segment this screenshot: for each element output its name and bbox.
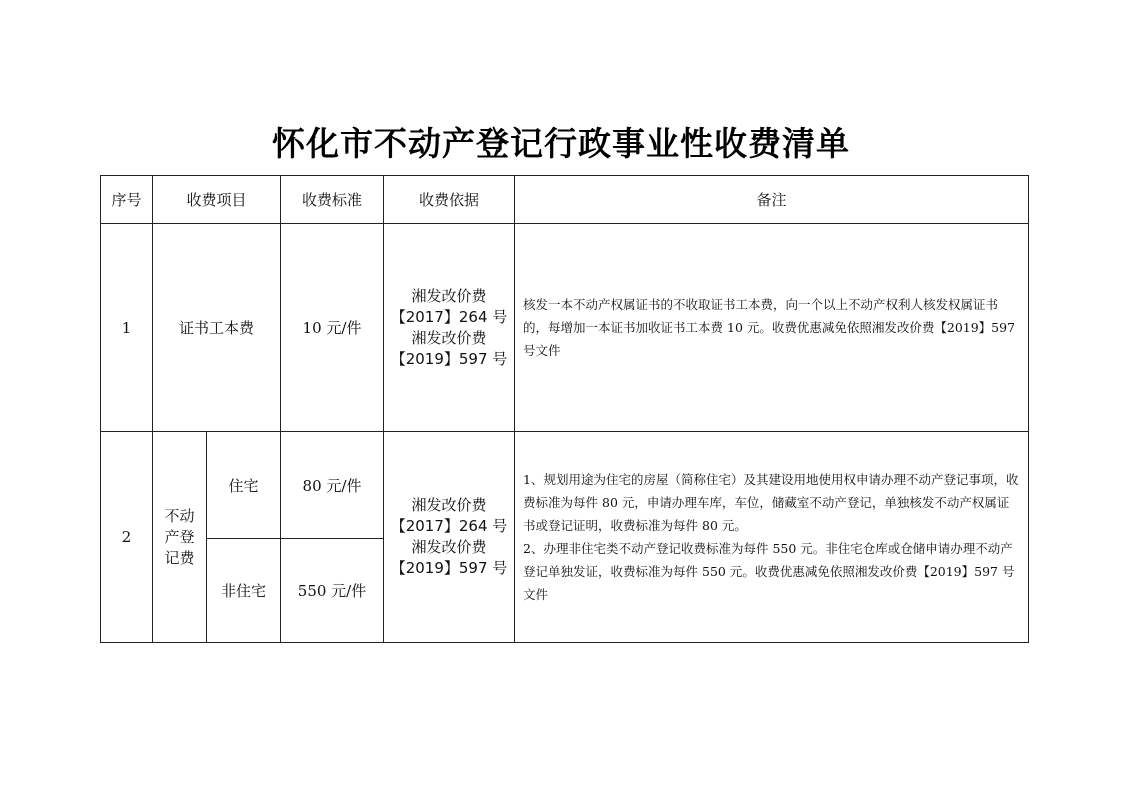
sub-item-non-residential: 非住宅	[207, 539, 281, 643]
basis-line: 【2017】264 号	[390, 307, 508, 326]
header-item: 收费项目	[153, 176, 281, 224]
header-remark: 备注	[515, 176, 1029, 224]
row-no: 1	[101, 224, 153, 432]
row-item	[153, 432, 207, 643]
row-remark	[515, 432, 1029, 643]
row-basis	[384, 224, 515, 432]
remark-paragraph: 2、办理非住宅类不动产登记收费标准为每件 550 元。非住宅仓库或仓储申请办理不动产登记单独发证，收费标准为每件 550 元。收费优惠减免依照湘发改价费【2019】597 号文件	[523, 541, 1015, 602]
remark-paragraph: 1、规划用途为住宅的房屋（简称住宅）及其建设用地使用权申请办理不动产登记事项，收费标准为每件 80 元，申请办理车库，车位，储藏室不动产登记，单独核发不动产权属证书或登记证明，收费标准为每件 80 元。	[523, 472, 1019, 533]
sub-standard-residential: 80 元/件	[281, 432, 384, 539]
basis-line: 【2019】597 号	[390, 559, 508, 577]
row-item: 证书工本费	[153, 224, 281, 432]
row-no: 2	[101, 432, 153, 643]
basis-line: 湘发改价费	[411, 286, 487, 305]
row-remark: 核发一本不动产权属证书的不收取证书工本费，向一个以上不动产权利人核发权属证书的，每增加一本证书加收证书工本费 10 元。收费优惠减免依照湘发改价费【2019】597 号文件	[515, 224, 1029, 432]
table-row	[101, 432, 1029, 539]
item-line: 不动	[164, 506, 195, 525]
header-standard: 收费标准	[281, 176, 384, 224]
sub-standard-non-residential: 550 元/件	[281, 539, 384, 643]
page-title: 怀化市不动产登记行政事业性收费清单	[272, 124, 850, 163]
basis-line: 【2017】264 号	[390, 517, 508, 535]
basis-line: 【2019】597 号	[390, 349, 508, 368]
basis-line: 湘发改价费	[411, 538, 487, 556]
item-line: 记费	[164, 548, 195, 567]
row-basis	[384, 432, 515, 643]
header-row	[101, 176, 1029, 224]
basis-line: 湘发改价费	[411, 496, 487, 514]
sub-item-residential: 住宅	[207, 432, 281, 539]
row-standard: 10 元/件	[281, 224, 384, 432]
table-row	[101, 224, 1029, 432]
item-line: 产登	[164, 527, 195, 546]
header-no: 序号	[101, 176, 153, 224]
header-basis: 收费依据	[384, 176, 515, 224]
fee-table	[100, 175, 1029, 643]
basis-line: 湘发改价费	[411, 328, 487, 347]
